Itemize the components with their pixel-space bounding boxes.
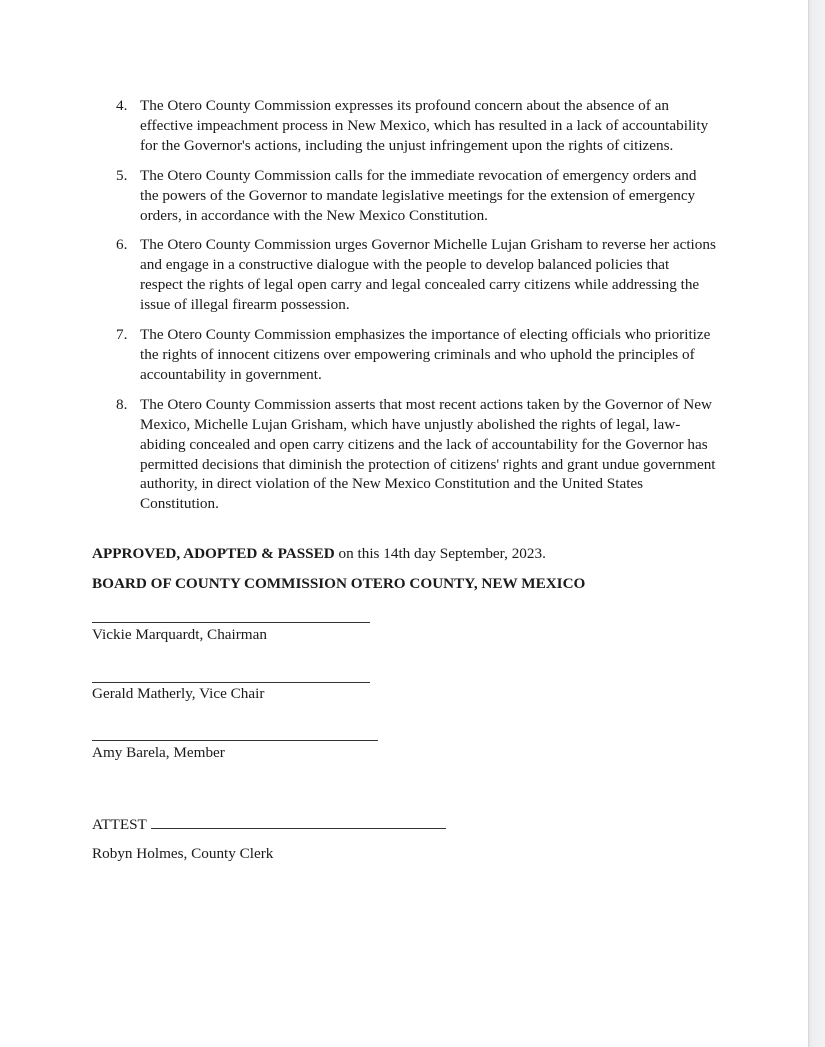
board-heading: BOARD OF COUNTY COMMISSION OTERO COUNTY, NEW MEXICO: [92, 575, 586, 592]
resolution-list: [116, 96, 716, 524]
item-number: 4.: [116, 97, 128, 114]
attest-label: ATTEST: [92, 816, 147, 833]
list-item: [116, 166, 716, 226]
signature-line: [92, 622, 370, 623]
item-text: The Otero County Commission calls for the immediate revocation of emergency orders and the powers of the Governor to mandate legislative meetings for the extension of emergency orders, in accordance with the New Mexico Constitution.: [140, 166, 697, 224]
approval-date: on this 14th day September, 2023.: [334, 545, 546, 562]
signatory-name: Amy Barela, Member: [92, 744, 225, 761]
item-text: The Otero County Commission asserts that most recent actions taken by the Governor of New Mexico, Michelle Lujan Grisham, which have unjustly abolished the rights of legal, law-abiding concealed and open carry citizens and the lack of accountability for the Governor has permitted decisions that diminish the protection of citizens' rights and grant undue government authority, in direct violation of the New Mexico Constitution and the United States Constitution.: [140, 395, 716, 513]
approval-bold: APPROVED, ADOPTED & PASSED: [92, 545, 335, 562]
list-item: [116, 325, 716, 385]
item-number: 8.: [116, 395, 128, 413]
attest-row: [92, 814, 446, 835]
signatory-name: Gerald Matherly, Vice Chair: [92, 685, 265, 702]
approval-statement: [92, 544, 546, 564]
item-number: 6.: [116, 236, 128, 254]
signature-line: [92, 682, 370, 683]
item-text: The Otero County Commission urges Governor Michelle Lujan Grisham to reverse her actions and engage in a constructive dialogue with the people to develop balanced policies that respect the rights of legal open carry and legal concealed carry citizens while addressing the issue of illegal firearm possession.: [140, 236, 716, 314]
signatory-name: Vickie Marquardt, Chairman: [92, 626, 267, 643]
item-text: The Otero County Commission expresses its profound concern about the absence of an effective impeachment process in New Mexico, which has resulted in a lack of accountability for the Governor's actions, including the unjust infringement upon the rights of citizens.: [140, 97, 709, 154]
item-number: 5.: [116, 166, 128, 184]
list-item: [116, 235, 716, 315]
item-number: 7.: [116, 326, 128, 344]
signature-line: [92, 740, 378, 741]
signature-line: [151, 814, 446, 829]
list-item: [116, 395, 716, 514]
clerk-name: Robyn Holmes, County Clerk: [92, 845, 274, 862]
page-edge: [808, 0, 825, 1047]
list-item: [116, 96, 716, 156]
item-text: The Otero County Commission emphasizes the importance of electing officials who prioritize the rights of innocent citizens over empowering criminals and who uphold the principles of accountability in government.: [140, 326, 711, 383]
